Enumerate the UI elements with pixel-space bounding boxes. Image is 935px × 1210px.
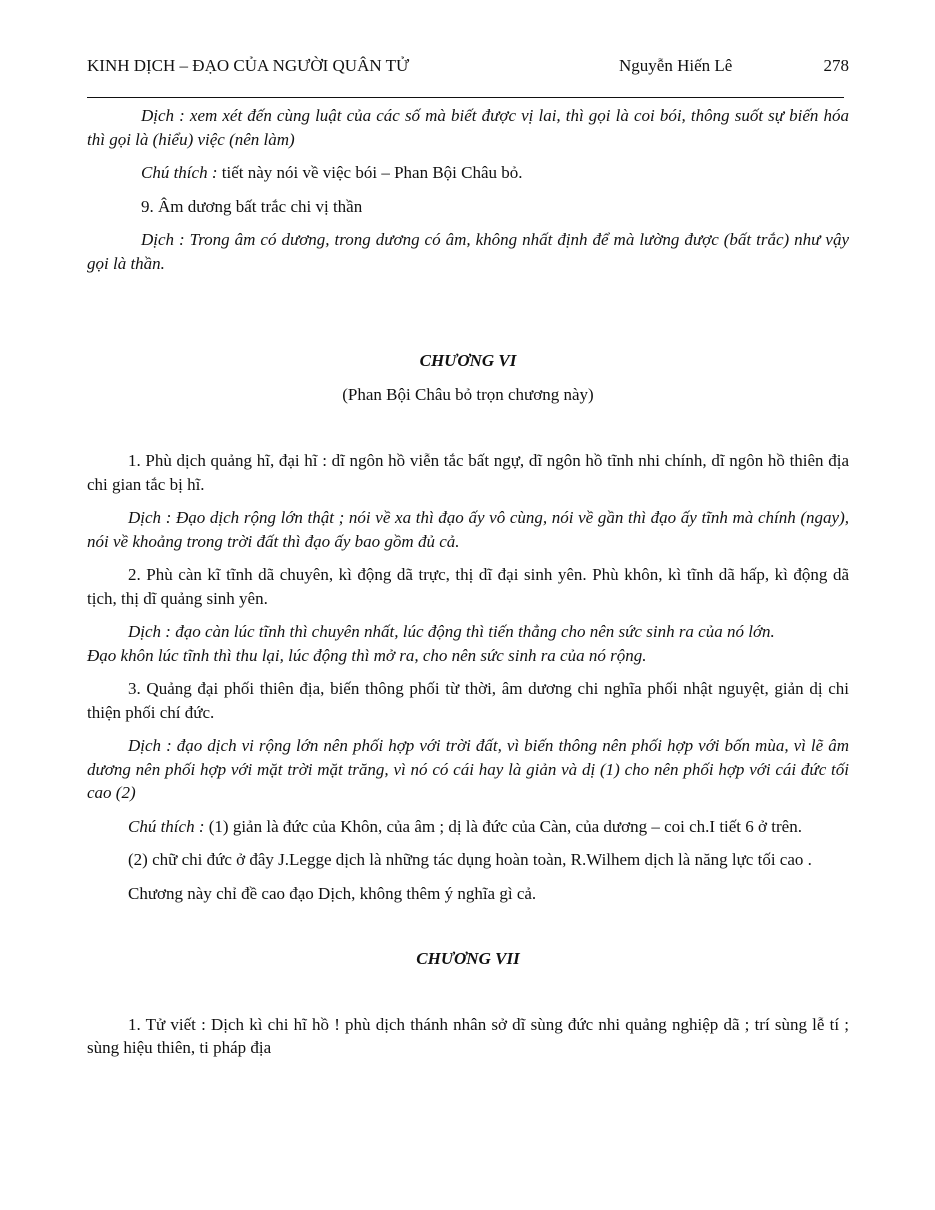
verse-paragraph: 3. Quảng đại phối thiên địa, biến thông phối từ thời, âm dương chi nghĩa phối nhật nguyệt, giản dị chi thiện phối chí đức. [87, 679, 849, 722]
note-paragraph [87, 815, 849, 839]
translation-line: Dịch : đạo càn lúc tĩnh thì chuyên nhất, lúc động thì tiến thẳng cho nên sức sinh ra của nó lớn. [128, 622, 775, 641]
translation-paragraph: Dịch : Trong âm có dương, trong dương có âm, không nhất định để mà lường được (bất trắc) như vậy gọi là thần. [87, 230, 849, 273]
summary-paragraph: Chương này chỉ đề cao đạo Dịch, không thêm ý nghĩa gì cả. [128, 883, 537, 903]
translation-paragraph: Dịch : xem xét đến cùng luật của các số mà biết được vị lai, thì gọi là coi bói, thông suốt sự biến hóa thì gọi là (hiểu) việc (nên làm) [87, 106, 849, 149]
note-label: Chú thích : [128, 816, 205, 836]
note-text: tiết này nói về việc bói – Phan Bội Châu bỏ. [217, 163, 523, 182]
translation-paragraph: Dịch : Đạo dịch rộng lớn thật ; nói về xa thì đạo ấy vô cùng, nói về gần thì đạo ấy tĩnh mà chính (ngay), nói về khoảng trong trời đất thì đạo ấy bao gồm đủ cả. [87, 508, 849, 551]
page-number: 278 [823, 56, 849, 75]
chapter-heading: CHƯƠNG VII [416, 949, 520, 968]
header-divider [87, 97, 844, 98]
chapter-subtitle: (Phan Bội Châu bỏ trọn chương này) [342, 384, 594, 404]
chapter-heading: CHƯƠNG VI [419, 351, 517, 370]
translation-paragraph: Dịch : đạo dịch vi rộng lớn nên phối hợp với trời đất, vì biến thông nên phối hợp với bốn mùa, vì lẽ âm dương nên phối hợp với mặt trời mặt trăng, vì nó có cái hay là giản và dị (1) cho nên phối hợp với cái đức tối cao (2) [87, 736, 849, 802]
book-title: KINH DỊCH – ĐẠO CỦA NGƯỜI QUÂN TỬ [87, 56, 410, 75]
page-header [87, 56, 849, 82]
verse-paragraph: 1. Phù dịch quảng hĩ, đại hĩ : dĩ ngôn hồ viễn tắc bất ngự, dĩ ngôn hồ tĩnh nhi chính, dĩ ngôn hồ thiên địa chi gian tắc bị hĩ. [87, 451, 849, 494]
note-text: (1) giản là đức của Khôn, của âm ; dị là đức của Càn, của dương – coi ch.I tiết 6 ở trên. [204, 816, 802, 836]
note-paragraph: (2) chữ chi đức ở đây J.Legge dịch là những tác dụng hoàn toàn, R.Wilhem dịch là năng lực tối cao . [128, 850, 812, 869]
author-name: Nguyễn Hiến Lê [619, 56, 733, 75]
note-label: Chú thích : [141, 163, 218, 182]
verse-paragraph: 9. Âm dương bất trắc chi vị thần [141, 196, 363, 216]
translation-line: Đạo khôn lúc tĩnh thì thu lại, lúc động thì mở ra, cho nên sức sinh ra của nó rộng. [87, 645, 647, 665]
translation-paragraph [87, 620, 849, 667]
verse-paragraph: 1. Tử viết : Dịch kì chi hĩ hồ ! phù dịch thánh nhân sở dĩ sùng đức nhi quảng nghiệp dã ; trí sùng lễ tí ; sùng hiệu thiên, ti pháp địa [87, 1014, 849, 1057]
page-body [87, 104, 849, 1060]
verse-paragraph: 2. Phù càn kĩ tĩnh dã chuyên, kì động dã trực, thị dĩ đại sinh yên. Phù khôn, kì tĩnh dã hấp, kì động dã tịch, thị dĩ quảng sinh yên. [87, 565, 849, 608]
note-paragraph [87, 161, 849, 185]
